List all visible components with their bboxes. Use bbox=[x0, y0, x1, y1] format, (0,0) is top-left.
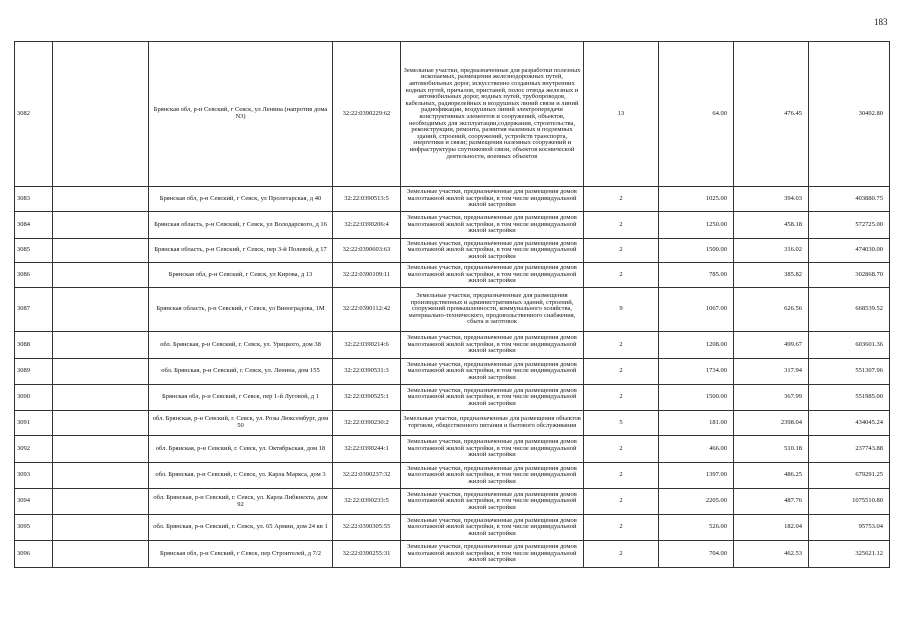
cadastral-value-cell: 1075510.80 bbox=[809, 489, 890, 515]
row-number-cell: 3092 bbox=[15, 436, 53, 463]
table-row bbox=[15, 288, 890, 332]
page-number: 183 bbox=[874, 17, 888, 27]
empty-cell bbox=[53, 187, 149, 212]
use-group-cell: 2 bbox=[584, 212, 659, 239]
cadastral-value-cell: 95753.04 bbox=[809, 515, 890, 541]
cadastral-number-cell: 32:22:0390305:55 bbox=[333, 515, 401, 541]
table-body bbox=[15, 42, 890, 568]
address-cell: обл. Брянская, р-н Севский, г. Севск, ул. 65 Армии, дом 24 кв 1 bbox=[149, 515, 333, 541]
table-row bbox=[15, 436, 890, 463]
row-number-cell: 3094 bbox=[15, 489, 53, 515]
land-use-cell: Земельные участки, предназначенные для размещения домов малоэтажной жилой застройки, в том числе индивидуальной жилой застройки bbox=[401, 436, 584, 463]
empty-cell bbox=[53, 42, 149, 187]
empty-cell bbox=[53, 359, 149, 385]
empty-cell bbox=[53, 436, 149, 463]
row-number-cell: 3091 bbox=[15, 411, 53, 436]
cadastral-value-cell: 679291.25 bbox=[809, 463, 890, 489]
specific-value-cell: 316.02 bbox=[734, 239, 809, 263]
cadastral-value-cell: 237743.88 bbox=[809, 436, 890, 463]
land-use-cell: Земельные участки, предназначенные для размещения домов малоэтажной жилой застройки, в том числе индивидуальной жилой застройки bbox=[401, 187, 584, 212]
area-cell: 1025.00 bbox=[659, 187, 734, 212]
empty-cell bbox=[53, 515, 149, 541]
area-cell: 785.00 bbox=[659, 263, 734, 288]
use-group-cell: 2 bbox=[584, 187, 659, 212]
table-row bbox=[15, 385, 890, 411]
land-use-cell: Земельные участки, предназначенные для размещения домов малоэтажной жилой застройки, в том числе индивидуальной жилой застройки bbox=[401, 239, 584, 263]
cadastral-number-cell: 32:22:0390237:32 bbox=[333, 463, 401, 489]
row-number-cell: 3090 bbox=[15, 385, 53, 411]
use-group-cell: 2 bbox=[584, 463, 659, 489]
row-number-cell: 3085 bbox=[15, 239, 53, 263]
use-group-cell: 2 bbox=[584, 436, 659, 463]
area-cell: 1500.00 bbox=[659, 239, 734, 263]
cadastral-value-cell: 668539.52 bbox=[809, 288, 890, 332]
row-number-cell: 3084 bbox=[15, 212, 53, 239]
table-row bbox=[15, 263, 890, 288]
table-row bbox=[15, 212, 890, 239]
empty-cell bbox=[53, 332, 149, 359]
specific-value-cell: 487.76 bbox=[734, 489, 809, 515]
land-use-cell: Земельные участки, предназначенные для размещения домов малоэтажной жилой застройки, в том числе индивидуальной жилой застройки bbox=[401, 385, 584, 411]
cadastral-value-cell: 603601.36 bbox=[809, 332, 890, 359]
specific-value-cell: 182.04 bbox=[734, 515, 809, 541]
empty-cell bbox=[53, 411, 149, 436]
empty-cell bbox=[53, 212, 149, 239]
cadastral-value-cell: 325621.12 bbox=[809, 541, 890, 568]
cadastral-number-cell: 32:22:0390206:4 bbox=[333, 212, 401, 239]
address-cell: обл. Брянская, р-н Севский, г. Севск, ул. Карла Маркса, дом 3 bbox=[149, 463, 333, 489]
table-row bbox=[15, 515, 890, 541]
cadastral-number-cell: 32:22:0390525:1 bbox=[333, 385, 401, 411]
use-group-cell: 2 bbox=[584, 385, 659, 411]
row-number-cell: 3087 bbox=[15, 288, 53, 332]
address-cell: обл. Брянская, р-н Севский, г. Севск, ул. Урицкого, дом 38 bbox=[149, 332, 333, 359]
cadastral-number-cell: 32:22:0390214:6 bbox=[333, 332, 401, 359]
empty-cell bbox=[53, 541, 149, 568]
empty-cell bbox=[53, 385, 149, 411]
cadastral-number-cell: 32:22:0390513:5 bbox=[333, 187, 401, 212]
cadastral-number-cell: 32:22:0390603:63 bbox=[333, 239, 401, 263]
table-row bbox=[15, 187, 890, 212]
cadastral-number-cell: 32:22:0390112:42 bbox=[333, 288, 401, 332]
row-number-cell: 3088 bbox=[15, 332, 53, 359]
area-cell: 1250.00 bbox=[659, 212, 734, 239]
address-cell: обл. Брянская, р-н Севский, г. Севск, ул. Октябрьская, дом 18 bbox=[149, 436, 333, 463]
specific-value-cell: 385.82 bbox=[734, 263, 809, 288]
specific-value-cell: 499.67 bbox=[734, 332, 809, 359]
area-cell: 526.00 bbox=[659, 515, 734, 541]
use-group-cell: 5 bbox=[584, 411, 659, 436]
table-row bbox=[15, 42, 890, 187]
specific-value-cell: 2398.04 bbox=[734, 411, 809, 436]
cadastral-value-table bbox=[14, 41, 890, 568]
table-row bbox=[15, 332, 890, 359]
area-cell: 704.00 bbox=[659, 541, 734, 568]
address-cell: обл. Брянская, р-н Севский, г. Севск, ул. Ленина, дом 155 bbox=[149, 359, 333, 385]
empty-cell bbox=[53, 489, 149, 515]
table-row bbox=[15, 463, 890, 489]
area-cell: 2205.00 bbox=[659, 489, 734, 515]
cadastral-number-cell: 32:22:0390255:31 bbox=[333, 541, 401, 568]
cadastral-number-cell: 32:22:0390244:1 bbox=[333, 436, 401, 463]
address-cell: Брянская область, р-н Севский, г Севск, ул Володарского, д 16 bbox=[149, 212, 333, 239]
specific-value-cell: 317.94 bbox=[734, 359, 809, 385]
address-cell: Брянская область, р-н Севский, г Севск, пер 3-й Полевой, д 17 bbox=[149, 239, 333, 263]
cadastral-number-cell: 32:22:0390229:62 bbox=[333, 42, 401, 187]
table-row bbox=[15, 411, 890, 436]
row-number-cell: 3093 bbox=[15, 463, 53, 489]
row-number-cell: 3086 bbox=[15, 263, 53, 288]
area-cell: 64.00 bbox=[659, 42, 734, 187]
cadastral-number-cell: 32:22:0390531:3 bbox=[333, 359, 401, 385]
area-cell: 1500.00 bbox=[659, 385, 734, 411]
row-number-cell: 3096 bbox=[15, 541, 53, 568]
use-group-cell: 2 bbox=[584, 489, 659, 515]
address-cell: Брянская обл, р-н Севский, г Севск, ул Пролетарская, д 40 bbox=[149, 187, 333, 212]
land-use-cell: Земельные участки, предназначенные для размещения домов малоэтажной жилой застройки, в том числе индивидуальной жилой застройки bbox=[401, 212, 584, 239]
address-cell: обл. Брянская, р-н Севский, г. Севск, ул. Розы Люксембург, дом 50 bbox=[149, 411, 333, 436]
specific-value-cell: 626.56 bbox=[734, 288, 809, 332]
specific-value-cell: 394.03 bbox=[734, 187, 809, 212]
use-group-cell: 2 bbox=[584, 239, 659, 263]
empty-cell bbox=[53, 263, 149, 288]
specific-value-cell: 458.18 bbox=[734, 212, 809, 239]
area-cell: 181.00 bbox=[659, 411, 734, 436]
cadastral-number-cell: 32:22:0390230:2 bbox=[333, 411, 401, 436]
land-use-cell: Земельные участки, предназначенные для размещения домов малоэтажной жилой застройки, в том числе индивидуальной жилой застройки bbox=[401, 463, 584, 489]
land-use-cell: Земельные участки, предназначенные для размещения домов малоэтажной жилой застройки, в том числе индивидуальной жилой застройки bbox=[401, 359, 584, 385]
land-use-cell: Земельные участки, предназначенные для разработки полезных ископаемых, размещения железнодорожных путей, автомобильных дорог, искусственно созданных внутренних водных путей, причалов, пристаней, полос отвода железных и автомобильных дорог, водных путей, трубопроводов, кабельных, радиорелейных и воздушных линий связи и линий радиофикации, воздушных линий электропередачи конструктивных элементов и сооружений, объектов, необходимых для эксплуатации,содержания, строительства, реконструкции, ремонта, развития наземных и подземных зданий, строений, сооружений, устройств транспорта, энергетики и связи; размещения наземных сооружений и инфраструктуры спутниковой связи, объектов космической деятельности, военных объектов bbox=[401, 42, 584, 187]
table-row bbox=[15, 239, 890, 263]
empty-cell bbox=[53, 239, 149, 263]
land-use-cell: Земельные участки, предназначенные для размещения производственных и административных зданий, строений, сооружений промышленности, коммунального хозяйства, материально-технического, продовольственного снабжения, сбыта и заготовок bbox=[401, 288, 584, 332]
land-use-cell: Земельные участки, предназначенные для размещения объектов торговли, общественного питания и бытового обслуживания bbox=[401, 411, 584, 436]
row-number-cell: 3082 bbox=[15, 42, 53, 187]
specific-value-cell: 367.99 bbox=[734, 385, 809, 411]
table-row bbox=[15, 359, 890, 385]
cadastral-value-cell: 572725.00 bbox=[809, 212, 890, 239]
use-group-cell: 2 bbox=[584, 515, 659, 541]
table-row bbox=[15, 541, 890, 568]
address-cell: Брянская область, р-н Севский, г Севск, ул Виноградова, 1М bbox=[149, 288, 333, 332]
row-number-cell: 3089 bbox=[15, 359, 53, 385]
cadastral-value-cell: 302868.70 bbox=[809, 263, 890, 288]
address-cell: Брянская обл, р-н Севский, г Севск, пер 1-й Луговой, д 1 bbox=[149, 385, 333, 411]
use-group-cell: 2 bbox=[584, 541, 659, 568]
use-group-cell: 9 bbox=[584, 288, 659, 332]
cadastral-value-cell: 30492.80 bbox=[809, 42, 890, 187]
land-use-cell: Земельные участки, предназначенные для размещения домов малоэтажной жилой застройки, в том числе индивидуальной жилой застройки bbox=[401, 332, 584, 359]
specific-value-cell: 462.53 bbox=[734, 541, 809, 568]
specific-value-cell: 476.45 bbox=[734, 42, 809, 187]
area-cell: 1397.00 bbox=[659, 463, 734, 489]
address-cell: Брянская обл, р-н Севский, г Севск, ул Кирова, д 13 bbox=[149, 263, 333, 288]
use-group-cell: 2 bbox=[584, 332, 659, 359]
use-group-cell: 13 bbox=[584, 42, 659, 187]
area-cell: 1208.00 bbox=[659, 332, 734, 359]
cadastral-value-cell: 551985.00 bbox=[809, 385, 890, 411]
land-use-cell: Земельные участки, предназначенные для размещения домов малоэтажной жилой застройки, в том числе индивидуальной жилой застройки bbox=[401, 489, 584, 515]
specific-value-cell: 486.25 bbox=[734, 463, 809, 489]
specific-value-cell: 510.18 bbox=[734, 436, 809, 463]
cadastral-number-cell: 32:22:0390233:5 bbox=[333, 489, 401, 515]
land-use-cell: Земельные участки, предназначенные для размещения домов малоэтажной жилой застройки, в том числе индивидуальной жилой застройки bbox=[401, 541, 584, 568]
cadastral-value-cell: 551307.96 bbox=[809, 359, 890, 385]
land-use-cell: Земельные участки, предназначенные для размещения домов малоэтажной жилой застройки, в том числе индивидуальной жилой застройки bbox=[401, 263, 584, 288]
empty-cell bbox=[53, 463, 149, 489]
address-cell: обл. Брянская, р-н Севский, г. Севск, ул. Карла Либкнехта, дом 92 bbox=[149, 489, 333, 515]
address-cell: Брянская обл, р-н Севский, г Севск, пер Строителей, д 7/2 bbox=[149, 541, 333, 568]
address-cell: Брянская обл, р-н Севский, г Севск, ул Ленина (напротив дома N3) bbox=[149, 42, 333, 187]
cadastral-number-cell: 32:22:0390109:11 bbox=[333, 263, 401, 288]
area-cell: 1067.00 bbox=[659, 288, 734, 332]
row-number-cell: 3083 bbox=[15, 187, 53, 212]
cadastral-value-cell: 474030.00 bbox=[809, 239, 890, 263]
land-use-cell: Земельные участки, предназначенные для размещения домов малоэтажной жилой застройки, в том числе индивидуальной жилой застройки bbox=[401, 515, 584, 541]
use-group-cell: 2 bbox=[584, 263, 659, 288]
area-cell: 466.00 bbox=[659, 436, 734, 463]
area-cell: 1734.00 bbox=[659, 359, 734, 385]
row-number-cell: 3095 bbox=[15, 515, 53, 541]
table-row bbox=[15, 489, 890, 515]
use-group-cell: 2 bbox=[584, 359, 659, 385]
cadastral-value-cell: 434045.24 bbox=[809, 411, 890, 436]
cadastral-value-cell: 403880.75 bbox=[809, 187, 890, 212]
empty-cell bbox=[53, 288, 149, 332]
